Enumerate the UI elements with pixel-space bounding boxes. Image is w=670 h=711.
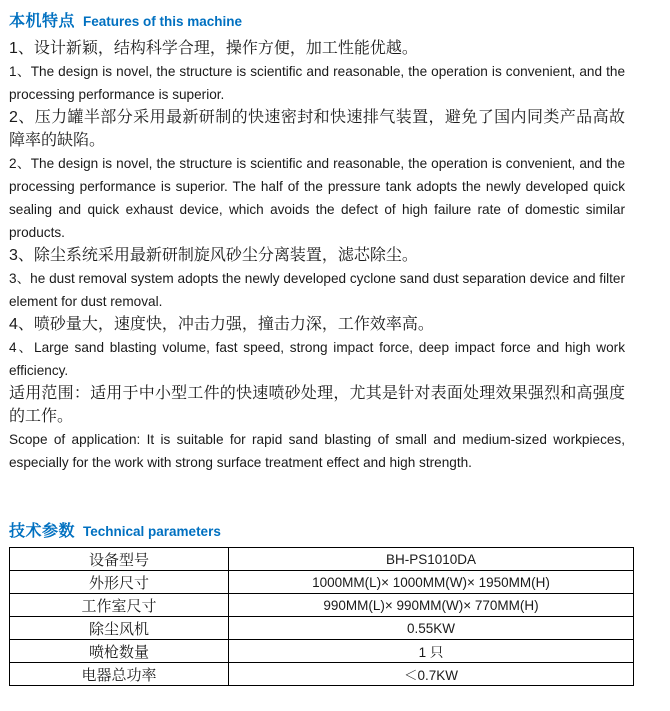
- param-value-dust-fan: 0.55KW: [229, 617, 634, 640]
- param-value-overall-size: 1000MM(L)× 1000MM(W)× 1950MM(H): [229, 571, 634, 594]
- features-heading-cn: 本机特点: [9, 13, 76, 30]
- parameters-section: [9, 518, 670, 686]
- feature-item-2-en: 2、The design is novel, the structure is scientific and reasonable, the operation is convenient, and the processing performance is superior. The half of the pressure tank adopts the newly developed quick sealing and quick exhaust device, which avoids the defect of high failure rate of domestic similar products.: [9, 156, 625, 240]
- table-row: [10, 594, 634, 617]
- feature-item-3-en: 3、he dust removal system adopts the newly developed cyclone sand dust separation device and filter element for dust removal.: [9, 271, 625, 309]
- param-value-gun-count: 1 只: [229, 640, 634, 663]
- table-row: [10, 571, 634, 594]
- parameters-heading-en: Technical parameters: [83, 524, 221, 539]
- features-section: [9, 8, 625, 474]
- param-label-model: 设备型号: [10, 548, 229, 571]
- parameters-heading: [9, 518, 670, 541]
- param-label-chamber-size: 工作室尺寸: [10, 594, 229, 617]
- feature-item-1-en: 1、The design is novel, the structure is scientific and reasonable, the operation is convenient, and the processing performance is superior.: [9, 64, 625, 102]
- features-heading-en: Features of this machine: [83, 14, 243, 29]
- table-row: [10, 548, 634, 571]
- table-row: [10, 617, 634, 640]
- scope-of-application-cn: 适用范围：适用于中小型工件的快速喷砂处理，尤其是针对表面处理效果强烈和高强度的工作。: [9, 385, 625, 425]
- technical-parameters-table: [9, 547, 634, 686]
- table-row: [10, 640, 634, 663]
- scope-of-application-en: Scope of application: It is suitable for rapid sand blasting of small and medium-sized workpieces, especially for the work with strong surface treatment effect and high strength.: [9, 432, 625, 470]
- feature-item-3-cn: 3、除尘系统采用最新研制旋风砂尘分离装置，滤芯除尘。: [9, 247, 418, 264]
- param-label-overall-size: 外形尺寸: [10, 571, 229, 594]
- param-value-model: BH-PS1010DA: [229, 548, 634, 571]
- param-label-total-power: 电器总功率: [10, 663, 229, 686]
- table-row: [10, 663, 634, 686]
- param-label-gun-count: 喷枪数量: [10, 640, 229, 663]
- feature-item-4-en: 4、Large sand blasting volume, fast speed, strong impact force, deep impact force and high work efficiency.: [9, 340, 625, 378]
- feature-item-2-cn: 2、压力罐半部分采用最新研制的快速密封和快速排气装置，避免了国内同类产品高故障率的缺陷。: [9, 109, 625, 149]
- param-label-dust-fan: 除尘风机: [10, 617, 229, 640]
- param-value-chamber-size: 990MM(L)× 990MM(W)× 770MM(H): [229, 594, 634, 617]
- param-value-total-power: ＜0.7KW: [229, 663, 634, 686]
- feature-item-4-cn: 4、喷砂量大，速度快，冲击力强，撞击力深，工作效率高。: [9, 316, 434, 333]
- features-heading: [9, 8, 625, 31]
- parameters-heading-cn: 技术参数: [9, 523, 76, 540]
- feature-item-1-cn: 1、设计新颖，结构科学合理，操作方便，加工性能优越。: [9, 40, 418, 57]
